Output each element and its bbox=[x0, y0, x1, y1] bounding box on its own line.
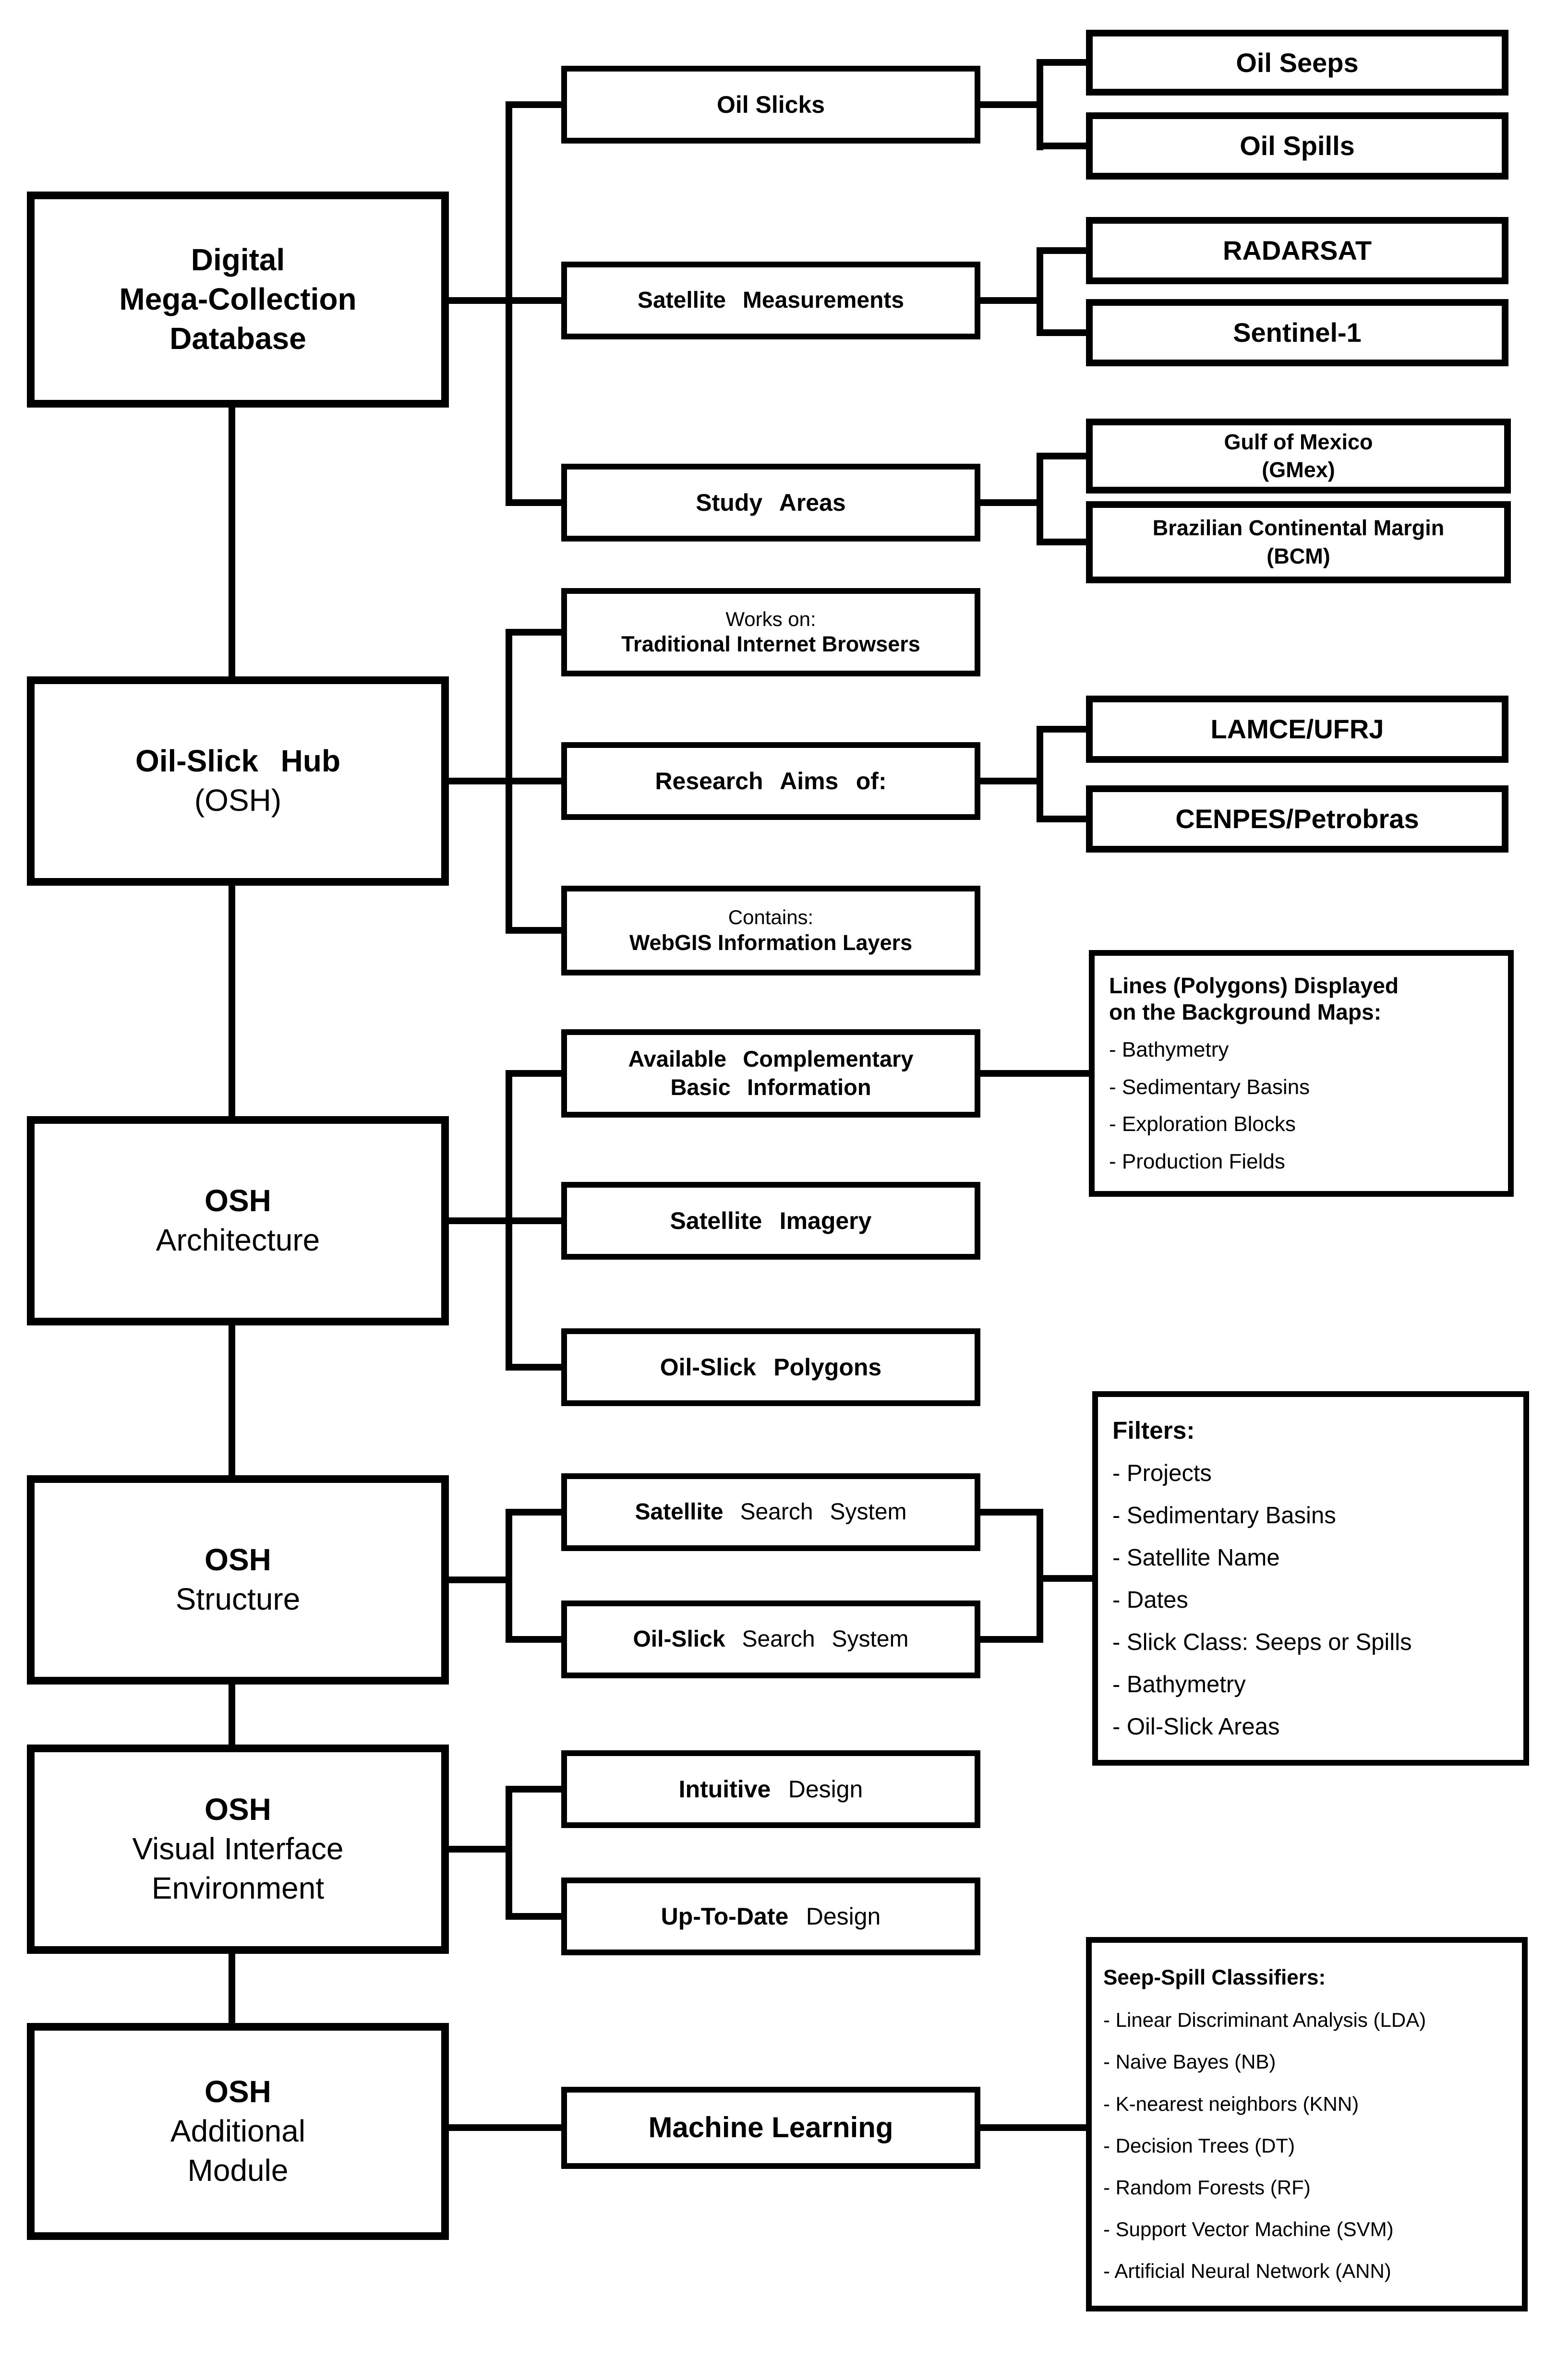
node-label: Gulf of Mexico bbox=[1224, 429, 1373, 454]
node-osh-additional-module bbox=[27, 2023, 449, 2240]
node-label: LAMCE/UFRJ bbox=[1210, 714, 1384, 745]
node-machine-learning bbox=[561, 2087, 980, 2169]
panel-title: Filters: bbox=[1112, 1416, 1195, 1444]
node-label: CENPES/Petrobras bbox=[1175, 804, 1419, 834]
connector-line bbox=[449, 1577, 509, 1583]
connector-line bbox=[1037, 247, 1043, 336]
connector-line bbox=[980, 1509, 1040, 1516]
node-cenpes-petrobras bbox=[1086, 785, 1508, 853]
node-label-bold: Up-To-Date bbox=[661, 1903, 789, 1930]
node-label: Digital bbox=[191, 242, 285, 277]
classifiers-panel bbox=[1086, 1937, 1528, 2311]
panel-title-line: on the Background Maps: bbox=[1109, 999, 1382, 1025]
list-item: - Sedimentary Basins bbox=[1112, 1503, 1336, 1529]
list-item: - Satellite Name bbox=[1112, 1545, 1280, 1571]
node-label: Oil Seeps bbox=[1236, 47, 1359, 78]
list-item: - Sedimentary Basins bbox=[1109, 1075, 1310, 1099]
connector-line bbox=[1037, 59, 1043, 150]
filters-panel bbox=[1092, 1391, 1529, 1766]
node-label bbox=[633, 1625, 908, 1654]
node-label-bold: Satellite bbox=[635, 1499, 724, 1525]
connector-line bbox=[1037, 247, 1086, 254]
node-label: Oil Spills bbox=[1240, 131, 1355, 161]
node-label-rest: Design bbox=[771, 1776, 863, 1803]
connector-line bbox=[980, 1070, 1089, 1077]
node-up-to-date-design bbox=[561, 1878, 980, 1955]
connector-line bbox=[506, 101, 512, 506]
node-osh-visual-interface-environment bbox=[27, 1745, 449, 1954]
node-label: OSH bbox=[205, 1183, 271, 1218]
node-label: Available Complementary bbox=[628, 1046, 914, 1072]
node-label: Traditional Internet Browsers bbox=[621, 632, 920, 657]
node-brazilian-continental-margin bbox=[1086, 501, 1511, 583]
list-item: - Artificial Neural Network (ANN) bbox=[1103, 2259, 1391, 2282]
list-item: - Bathymetry bbox=[1112, 1672, 1246, 1698]
node-research-aims bbox=[561, 742, 980, 820]
list-item: - Projects bbox=[1112, 1460, 1212, 1487]
panel-title: Seep-Spill Classifiers: bbox=[1103, 1965, 1326, 1989]
node-label: Visual Interface bbox=[132, 1831, 344, 1866]
connector-line bbox=[506, 629, 512, 934]
list-item: - Random Forests (RF) bbox=[1103, 2176, 1311, 2199]
node-label: Environment bbox=[151, 1870, 325, 1905]
node-works-on-browsers bbox=[561, 588, 980, 676]
connector-line bbox=[506, 1786, 512, 1920]
list-item: - Naive Bayes (NB) bbox=[1103, 2050, 1276, 2073]
node-label: Database bbox=[169, 321, 306, 356]
connector-line bbox=[506, 1786, 561, 1793]
node-label: Study Areas bbox=[696, 489, 846, 516]
node-study-areas bbox=[561, 464, 980, 542]
connector-line bbox=[980, 101, 1040, 108]
node-oil-slick-search-system bbox=[561, 1601, 980, 1678]
connector-line bbox=[449, 1217, 561, 1224]
node-label: Basic Information bbox=[670, 1074, 871, 1100]
node-label: Oil-Slick Hub bbox=[135, 744, 341, 779]
connector-line bbox=[506, 1913, 561, 1920]
connector-line bbox=[1037, 143, 1086, 149]
node-available-complementary-info bbox=[561, 1029, 980, 1118]
node-satellite-measurements bbox=[561, 262, 980, 339]
node-label: Brazilian Continental Margin bbox=[1152, 516, 1445, 540]
list-item: - Bathymetry bbox=[1109, 1038, 1229, 1062]
node-label-bold: Intuitive bbox=[678, 1776, 771, 1803]
connector-line bbox=[980, 1636, 1040, 1643]
node-oil-slicks bbox=[561, 66, 980, 144]
connector-line bbox=[506, 1070, 512, 1371]
connector-line bbox=[506, 927, 561, 934]
node-radarsat bbox=[1086, 217, 1508, 284]
node-label: Contains: bbox=[728, 906, 814, 929]
node-digital-mega-collection-database bbox=[27, 192, 449, 408]
node-label: Additional bbox=[170, 2114, 306, 2149]
node-label-rest: Search System bbox=[725, 1626, 909, 1652]
node-contains-webgis-layers bbox=[561, 886, 980, 975]
node-label: Satellite Measurements bbox=[637, 288, 905, 313]
node-label: Mega-Collection bbox=[119, 282, 357, 317]
node-osh-structure bbox=[27, 1475, 449, 1685]
connector-line bbox=[506, 1364, 561, 1371]
node-satellite-imagery bbox=[561, 1182, 980, 1260]
node-label: Research Aims of: bbox=[655, 768, 887, 794]
panel-title bbox=[1109, 973, 1494, 1026]
node-oil-seeps bbox=[1086, 30, 1508, 96]
node-label: (OSH) bbox=[194, 783, 282, 818]
node-label: OSH bbox=[205, 2074, 271, 2109]
node-satellite-search-system bbox=[561, 1473, 980, 1551]
node-label: Works on: bbox=[725, 607, 816, 630]
connector-line bbox=[449, 1846, 509, 1853]
node-label: Sentinel-1 bbox=[1233, 317, 1362, 348]
node-label bbox=[679, 1774, 863, 1805]
list-item: - Slick Class: Seeps or Spills bbox=[1112, 1629, 1412, 1656]
node-label-bold: Oil-Slick bbox=[633, 1626, 725, 1652]
connector-line bbox=[1037, 816, 1086, 822]
node-label: Architecture bbox=[156, 1223, 320, 1257]
list-item: - Exploration Blocks bbox=[1109, 1112, 1296, 1136]
node-label: Structure bbox=[175, 1582, 301, 1616]
connector-line bbox=[1037, 453, 1086, 459]
background-maps-panel bbox=[1089, 950, 1514, 1197]
connector-line bbox=[980, 297, 1040, 304]
node-label: (GMex) bbox=[1262, 457, 1335, 482]
connector-line bbox=[980, 778, 1040, 784]
node-label: Machine Learning bbox=[648, 2111, 893, 2144]
panel-title-line: Lines (Polygons) Displayed bbox=[1109, 973, 1399, 998]
node-label-rest: Design bbox=[788, 1903, 881, 1930]
list-item: - Decision Trees (DT) bbox=[1103, 2134, 1295, 2157]
node-lamce-ufrj bbox=[1086, 696, 1508, 763]
connector-line bbox=[1037, 539, 1086, 545]
node-label: (BCM) bbox=[1266, 543, 1330, 568]
node-oil-slick-hub bbox=[27, 676, 449, 886]
connector-line bbox=[980, 499, 1040, 506]
node-oil-slick-polygons bbox=[561, 1328, 980, 1406]
node-label: WebGIS Information Layers bbox=[629, 930, 913, 955]
connector-line bbox=[506, 1636, 561, 1643]
connector-line bbox=[1037, 329, 1086, 336]
list-item: - K-nearest neighbors (KNN) bbox=[1103, 2092, 1359, 2115]
connector-line bbox=[980, 2124, 1086, 2131]
connector-line bbox=[1037, 59, 1086, 66]
node-label bbox=[661, 1901, 881, 1932]
connector-line bbox=[506, 1070, 561, 1077]
node-oil-spills bbox=[1086, 112, 1508, 180]
node-intuitive-design bbox=[561, 1750, 980, 1828]
connector-line bbox=[1037, 1575, 1092, 1582]
node-gulf-of-mexico bbox=[1086, 419, 1511, 493]
connector-line bbox=[1037, 726, 1086, 733]
list-item: - Linear Discriminant Analysis (LDA) bbox=[1103, 2009, 1426, 2032]
node-label: Oil Slicks bbox=[716, 91, 825, 118]
list-item: - Oil-Slick Areas bbox=[1112, 1714, 1280, 1740]
node-label: Satellite Imagery bbox=[670, 1207, 872, 1234]
node-osh-architecture bbox=[27, 1116, 449, 1325]
connector-line bbox=[506, 1509, 512, 1643]
list-item: - Support Vector Machine (SVM) bbox=[1103, 2217, 1394, 2240]
connector-line bbox=[449, 778, 561, 784]
connector-line bbox=[1037, 726, 1043, 822]
node-label: Module bbox=[187, 2153, 289, 2188]
node-label bbox=[635, 1497, 906, 1527]
connector-line bbox=[506, 101, 561, 108]
node-label: Oil-Slick Polygons bbox=[660, 1354, 882, 1381]
connector-line bbox=[449, 297, 561, 304]
node-sentinel-1 bbox=[1086, 299, 1508, 366]
connector-line bbox=[1037, 453, 1043, 545]
connector-line bbox=[506, 1509, 561, 1516]
node-label: RADARSAT bbox=[1222, 235, 1372, 266]
connector-line bbox=[506, 499, 561, 506]
connector-line bbox=[449, 2124, 561, 2131]
list-item: - Dates bbox=[1112, 1587, 1188, 1613]
list-item: - Production Fields bbox=[1109, 1149, 1285, 1173]
node-label: OSH bbox=[205, 1792, 271, 1827]
node-label: OSH bbox=[205, 1542, 271, 1577]
node-label-rest: Search System bbox=[723, 1499, 907, 1525]
connector-line bbox=[506, 629, 561, 636]
